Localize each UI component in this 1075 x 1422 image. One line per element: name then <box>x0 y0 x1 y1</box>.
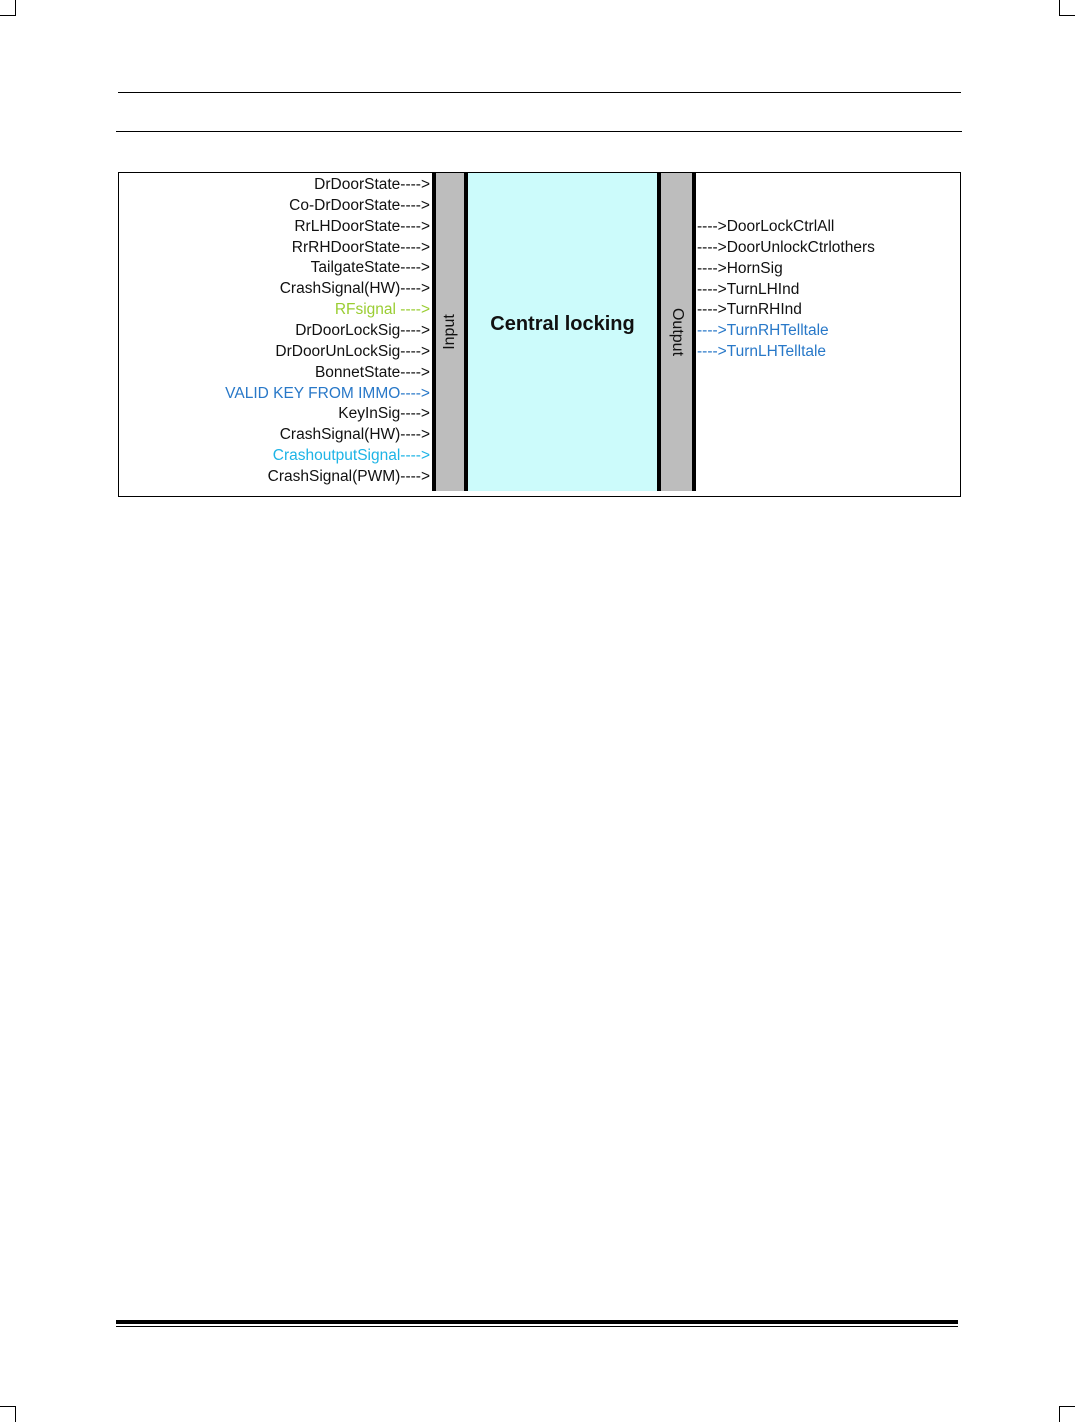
crop-mark-top-right <box>1059 0 1075 16</box>
central-locking-block <box>468 173 657 491</box>
input-signal: RFsignal ----> <box>334 301 430 319</box>
output-signal: ---->TurnRHTelltale <box>697 322 829 340</box>
output-bar <box>657 173 696 491</box>
crop-mark-top-left <box>0 0 16 16</box>
input-signal: CrashSignal(HW)----> <box>279 426 430 444</box>
header-rule-bottom <box>116 131 962 132</box>
output-signal: ---->TurnLHTelltale <box>697 343 827 361</box>
input-signal: CrashoutputSignal----> <box>272 447 430 465</box>
output-signal: ---->TurnLHInd <box>697 280 800 298</box>
input-signal: DrDoorUnLockSig----> <box>275 342 430 360</box>
output-signal: ---->TurnRHInd <box>697 301 802 319</box>
input-signal: TailgateState----> <box>310 259 430 277</box>
input-signal: CrashSignal(HW)----> <box>279 280 430 298</box>
input-signal: CrashSignal(PWM)----> <box>267 467 430 485</box>
input-signal: RrRHDoorState----> <box>291 238 430 256</box>
input-signal: VALID KEY FROM IMMO----> <box>225 384 430 402</box>
central-locking-diagram <box>118 172 961 497</box>
footer-rule-thick <box>116 1320 958 1324</box>
input-signal: BonnetState----> <box>314 363 430 381</box>
block-title: Central locking <box>490 312 635 335</box>
input-bar-label: Input <box>441 314 458 350</box>
crop-mark-bottom-right <box>1059 1406 1075 1422</box>
crop-mark-bottom-left <box>0 1406 16 1422</box>
output-signal: ---->HornSig <box>697 259 783 277</box>
output-signal: ---->DoorUnlockCtrlothers <box>697 238 875 256</box>
input-signal: Co-DrDoorState----> <box>289 196 430 214</box>
input-signal: KeyInSig----> <box>338 405 430 423</box>
output-bar-label: Output <box>668 307 686 357</box>
footer-rule-thin <box>116 1326 958 1327</box>
header-rule-top <box>118 92 961 93</box>
input-signal: DrDoorState----> <box>314 176 430 193</box>
input-signal: DrDoorLockSig----> <box>295 321 430 339</box>
output-signal: ---->DoorLockCtrlAll <box>697 218 835 235</box>
input-bar <box>432 173 468 491</box>
input-signal: RrLHDoorState----> <box>294 217 430 235</box>
